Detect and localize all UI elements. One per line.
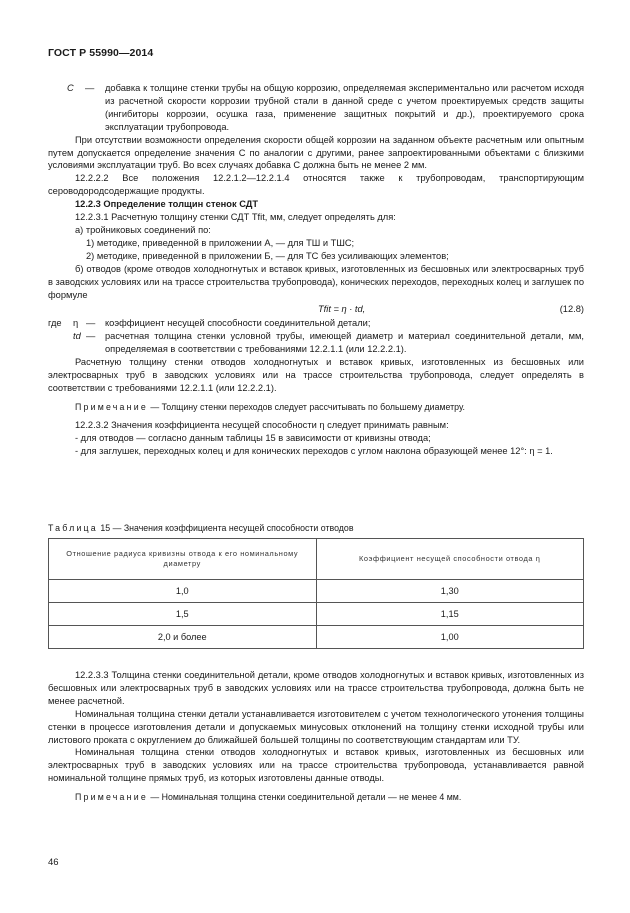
note-text: — Номинальная толщина стенки соединительной детали — не менее 4 мм. — [147, 792, 462, 803]
where-text: коэффициент несущей способности соединительной детали; — [105, 318, 371, 329]
list-item: а) тройниковых соединений по: — [75, 224, 211, 235]
table-caption-label: Таблица — [48, 523, 98, 533]
table-header-ratio: Отношение радиуса кривизны отвода к его номинальному диаметру — [49, 539, 317, 580]
table-caption-text: 15 — Значения коэффициента несущей способности отводов — [97, 523, 354, 533]
top-text-block — [48, 82, 584, 457]
paragraph: 12.2.3.1 Расчетную толщину стенки СДТ Tfit, мм, следует определять для: — [75, 212, 396, 223]
table-cell: 2,0 и более — [49, 626, 317, 649]
table-row — [49, 626, 584, 649]
where-symbol: td — [73, 331, 81, 342]
table-cell: 1,15 — [316, 603, 584, 626]
table-row — [49, 580, 584, 603]
list-item: - для отводов — согласно данным таблицы 15 в зависимости от кривизны отвода; — [75, 432, 431, 443]
table-cell: 1,30 — [316, 580, 584, 603]
paragraph: Номинальная толщина стенки отводов холодногнутых и вставок кривых, изготовленных из бесшовных или электросварных труб в заводских условиях или на трассе строительства трубопровода, устанавливается равной номинальной толщине прямых труб, из которых изготовлены данные отводы. — [48, 747, 584, 784]
where-row: где η — коэффициент несущей способности соединительной детали; — [48, 317, 584, 330]
bottom-text-block — [48, 669, 584, 804]
table-caption — [48, 522, 354, 535]
paragraph: Номинальная толщина стенки детали устанавливается изготовителем с учетом технологического утонения толщины стенки в процессе изготовления детали и допускаемых минусовых отклонений на толщину стенки исходной трубы или листового проката с округлением до ближайшей большей толщины по соответствующим стандартам или ТУ. — [48, 708, 584, 745]
formula-12-8 — [48, 301, 584, 317]
definition-text: добавка к толщине стенки трубы на общую коррозию, определяемая экспериментально или расчетом исходя из расчетной скорости коррозии трубной стали в данной среде с учетом проектируемых средств защиты (ингибиторы коррозии, осушка газа, применение защитных покрытий и др.), проектируемого срока эксплуатации трубопровода. — [105, 83, 584, 132]
section-heading: 12.2.3 Определение толщин стенок СДТ — [75, 199, 259, 210]
list-item: 1) методике, приведенной в приложении А, — для ТШ и ТШС; — [86, 237, 355, 248]
paragraph: 12.2.2.2 Все положения 12.2.1.2—12.2.1.4 относятся также к трубопроводам, транспортирующим сероводородсодержащие продукты. — [48, 173, 584, 197]
formula-expression: Tfit = η · td, — [318, 304, 366, 315]
note-label: Примечание — [75, 792, 148, 803]
table-header-coefficient: Коэффициент несущей способности отвода η — [316, 539, 584, 580]
formula-number: (12.8) — [559, 304, 584, 315]
table-cell: 1,0 — [49, 580, 317, 603]
paragraph: При отсутствии возможности определения скорости общей коррозии на заданном объекте расчетным или опытным путем допускается определение значения C по аналогии с другими, ранее запроектированными объектами с близкими условиями эксплуатации труб. Во всех случаях добавка C должна быть не менее 2 мм. — [48, 134, 584, 171]
coefficient-table — [48, 538, 584, 649]
definition-symbol: C — [67, 83, 74, 93]
list-item: 2) методике, приведенной в приложении Б, — для ТС без усиливающих элементов; — [86, 250, 449, 261]
where-symbol: η — [73, 318, 79, 329]
paragraph: 12.2.3.2 Значения коэффициента несущей способности η следует принимать равным: — [75, 419, 449, 430]
note — [48, 791, 584, 804]
where-row: td — расчетная толщина стенки условной трубы, имеющей диаметр и материал соединительной детали, мм, определяемая в соответствии с требованиями 12.2.1.1 (или 12.2.2.1). — [73, 331, 584, 355]
page-number: 46 — [48, 857, 59, 868]
list-item: б) отводов (кроме отводов холодногнутых и вставок кривых, изготовленных из бесшовных или электросварных труб в заводских условиях или на трассе строительства трубопровода), конических переходов, переходных колец и заглушек по формуле — [48, 263, 584, 300]
document-header: ГОСТ Р 55990—2014 — [48, 47, 154, 59]
where-text: расчетная толщина стенки условной трубы, имеющей диаметр и материал соединительной детали, мм, определяемая в соответствии с требованиями 12.2.1.1 (или 12.2.2.1). — [105, 331, 584, 355]
note-label: Примечание — [75, 401, 148, 412]
table-header-row — [49, 539, 584, 580]
note — [48, 401, 584, 414]
definition-c: C — добавка к толщине стенки трубы на общую коррозию, определяемая экспериментально или расчетом исходя из расчетной скорости коррозии трубной стали в данной среде с учетом проектируемых средств защиты (ингибиторы коррозии, осушка газа, применение защитных покрытий и др.), проектируемого срока эксплуатации трубопровода. — [67, 83, 584, 132]
table-cell: 1,5 — [49, 603, 317, 626]
paragraph: 12.2.3.3 Толщина стенки соединительной детали, кроме отводов холодногнутых и вставок кривых, изготовленных из бесшовных или электросварных труб в заводских условиях или на трассе строительства трубопровода, должна быть не менее расчетной. — [48, 670, 584, 706]
paragraph: Расчетную толщину стенки отводов холодногнутых и вставок кривых, изготовленных из бесшовных или электросварных труб в заводских условиях или на трассе строительства трубопровода, следует определять в соответствии с требованиями 12.2.1.1 (или 12.2.2.1). — [48, 357, 584, 393]
table-cell: 1,00 — [316, 626, 584, 649]
note-text: — Толщину стенки переходов следует рассчитывать по большему диаметру. — [147, 401, 465, 412]
list-item: - для заглушек, переходных колец и для конических переходов с углом наклона образующей менее 12°: η = 1. — [75, 445, 553, 456]
table-row — [49, 603, 584, 626]
